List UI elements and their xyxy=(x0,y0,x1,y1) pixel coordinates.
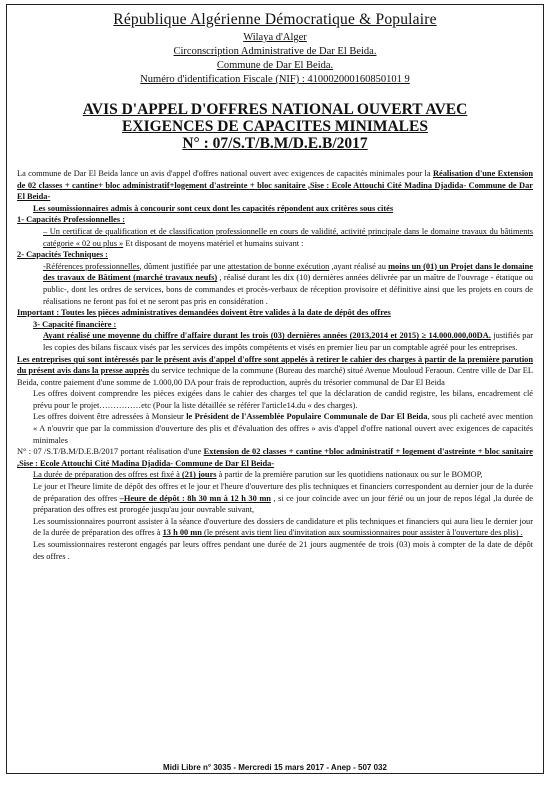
address-paragraph xyxy=(17,411,533,446)
technical-capacity-heading: 2- Capacités Techniques : xyxy=(17,250,108,260)
duration-paragraph xyxy=(17,469,533,481)
technical-capacity-text xyxy=(17,261,533,307)
deadline-text: Le jour et l'heure limite de dépôt des offres et le jour et l'heure d'ouverture des plis techniques et financiers correspondent au dernier jour de la durée de préparation des offres xyxy=(33,482,533,503)
tender-file-details: du service technique de la commune (Bureau des marché) situé Avenue Mouloud Feraoun. Centre ville de Dar EL Beida, contre paiement d'une somme de 1.000,00 DA pour frais de reproduction, auprès du trésorier communal de Dar El Beida xyxy=(17,366,533,387)
professional-capacity-text xyxy=(17,226,533,249)
project-requirement: moins un (01) un Projet dans le domaine des travaux de Bâtiment (marché travaux neufs) xyxy=(43,261,533,283)
invitation-note: (le présent avis tient lieu d'invitation aux soumissionnaires pour assister à l'ouverture des plis) . xyxy=(201,528,523,538)
certificate-requirement: – Un certificat de qualification et de classification professionnelle en cours de validité, activité principale dans le domaine travaux du bâtiments catégorie « 02 ou plus » xyxy=(43,226,533,248)
validity-paragraph: Les soumissionnaires resteront engagés par leurs offres pendant une durée de 21 jours augmentée de trois (03) mois à compter de la date de dépôt des offres . xyxy=(33,540,533,561)
turnover-justification: justifiés par les copies des bilans fiscaux visés par les services des impôts compétents et visés en premier lieu par un comptable agréé pour les entreprises. xyxy=(43,331,533,352)
notice-page xyxy=(6,4,544,774)
means-requirement: Et disposant de moyens matériel et humains suivant : xyxy=(123,238,304,248)
title-line-1: AVIS D'APPEL D'OFFRES NATIONAL OUVERT AVEC xyxy=(82,101,468,118)
commune-line: Commune de Dar El Beida. xyxy=(216,60,334,71)
duration-text: La durée de préparation des offres est fixé à xyxy=(33,470,182,480)
title-line-2: EXIGENCES DE CAPACITES MINIMALES xyxy=(122,118,428,135)
address-text-2: , sous pli cacheté avec mention « A n'ouvrir que par la commission d'ouverture des plis et d'évaluation des offres » avis d'appel d'offre national ouvert avec exigences de capacités minimales xyxy=(33,412,533,445)
opening-session-paragraph xyxy=(17,516,533,539)
project-name: Réalisation d'une Extension de 02 classes + cantine+ bloc administratif+logement d'astreinte + bloc sanitaire ,Sise : Ecole Attouchi Cité Madina Djadida- Commune de Dar El Beida- xyxy=(17,169,533,202)
important-note: Important : Toutes les pièces administratives demandées doivent être valides à la date de dépôt des offres xyxy=(17,308,391,318)
republic-heading: République Algérienne Démocratique & Populaire xyxy=(113,11,437,28)
duration-days: (21) jours xyxy=(181,470,217,480)
deposit-hours: –Heure de dépôt : 8h 30 mn à 12 h 30 mn xyxy=(119,493,271,503)
financial-capacity-text xyxy=(17,330,533,353)
references-text: , dûment justifiée par une xyxy=(139,261,228,271)
opening-text: Les soumissionnaires pourront assister à la séance d'ouverture des dossiers de candidature et plis techniques et financiers qui aura lieu le dernier jour de la durée de préparation des offres à xyxy=(33,516,533,538)
reference-paragraph xyxy=(17,446,533,469)
references-label: -Références professionnelles xyxy=(43,261,140,271)
turnover-requirement: Ayant réalisé une moyenne du chiffre d'affaire durant les trois (03) dernières années (2013,2014 et 2015) ≥ 14.000.000,00DA. xyxy=(43,331,491,341)
references-text-2: ,ayant réalisé au xyxy=(329,261,389,271)
required-documents: Les offres doivent comprendre les pièces exigées dans le cahier des charges tel que la déclaration de candid registre, les bilans, encadrement clé prévu pour le projet……………etc (Pour la liste détaillée se référer l'article14.du « des charges). xyxy=(33,389,533,410)
notice-body xyxy=(17,168,533,562)
deadline-text-2: , si ce jour coïncide avec un jour férié ou un jour de repos légal ,la durée de préparation des offres est prorogée jusqu'au jour ouvrable suivant, xyxy=(33,493,533,515)
references-text-3: , réalisé durant les dix (10) dernières années délivrée par un maître de l'ouvrage - étatique ou public-, dont les ordres de services, bons de commandes et procès-verbaux de réception provisoire et définitive ainsi que les projets en cours de réalisations ne feront pas foi et ne seront pas pris en considération . xyxy=(43,273,533,306)
address-text: Les offres doivent être adressées à Monsieur xyxy=(33,412,187,422)
tender-file-paragraph xyxy=(17,354,533,389)
opening-time: 13 h 00 mn xyxy=(162,528,202,538)
good-execution-certificate: attestation de bonne exécution xyxy=(227,261,330,271)
admission-criteria: Les soumissionnaires admis à concourir sont ceux dont les capacités répondent aux critères sous cités xyxy=(33,203,394,213)
financial-capacity-heading: 3- Capacité financière : xyxy=(33,319,117,329)
nif-line: Numéro d'identification Fiscale (NIF) : 410002000160850101 9 xyxy=(140,74,410,85)
reference-number: N° : 07 /S.T/B.M/D.E.B/2017 portant réalisation d'une xyxy=(17,447,204,457)
notice-title xyxy=(17,101,533,152)
tender-file-notice: Les entreprises qui sont intéressés par le présent avis d'appel d'offre sont appelés à retirer le cahier des charges à partir de la première parution du présent avis dans la presse auprès xyxy=(17,354,533,376)
addressee: le Président de l'Assemblée Populaire Communale de Dar El Beida xyxy=(186,412,428,422)
publication-footer: Midi Libre n° 3035 - Mercredi 15 mars 2017 - Anep - 507 032 xyxy=(163,763,387,772)
intro-paragraph xyxy=(17,168,533,203)
intro-text: La commune de Dar El Beida lance un avis d'appel d'offres national ouvert avec exigences de capacités minimales pour la xyxy=(17,169,433,178)
professional-capacity-heading: 1- Capacités Professionnelles : xyxy=(17,215,126,225)
circonscription-line: Circonscription Administrative de Dar El Beida. xyxy=(173,46,377,57)
title-number: N° : 07/S.T/B.M/D.E.B/2017 xyxy=(182,135,368,152)
deadline-paragraph xyxy=(17,481,533,516)
project-name-repeat: Extension de 02 classes + cantine +bloc administratif + logement d'astreinte + bloc sanitaire ,Sise : Ecole Attouchi Cité Madina Djadida- Commune de Dar El Beida- xyxy=(17,447,534,468)
letterhead xyxy=(17,11,533,87)
wilaya-line: Wilaya d'Alger xyxy=(243,32,307,43)
duration-text-2: à partir de la première parution sur les quotidiens nationaux ou sur le BOMOP, xyxy=(216,470,483,480)
